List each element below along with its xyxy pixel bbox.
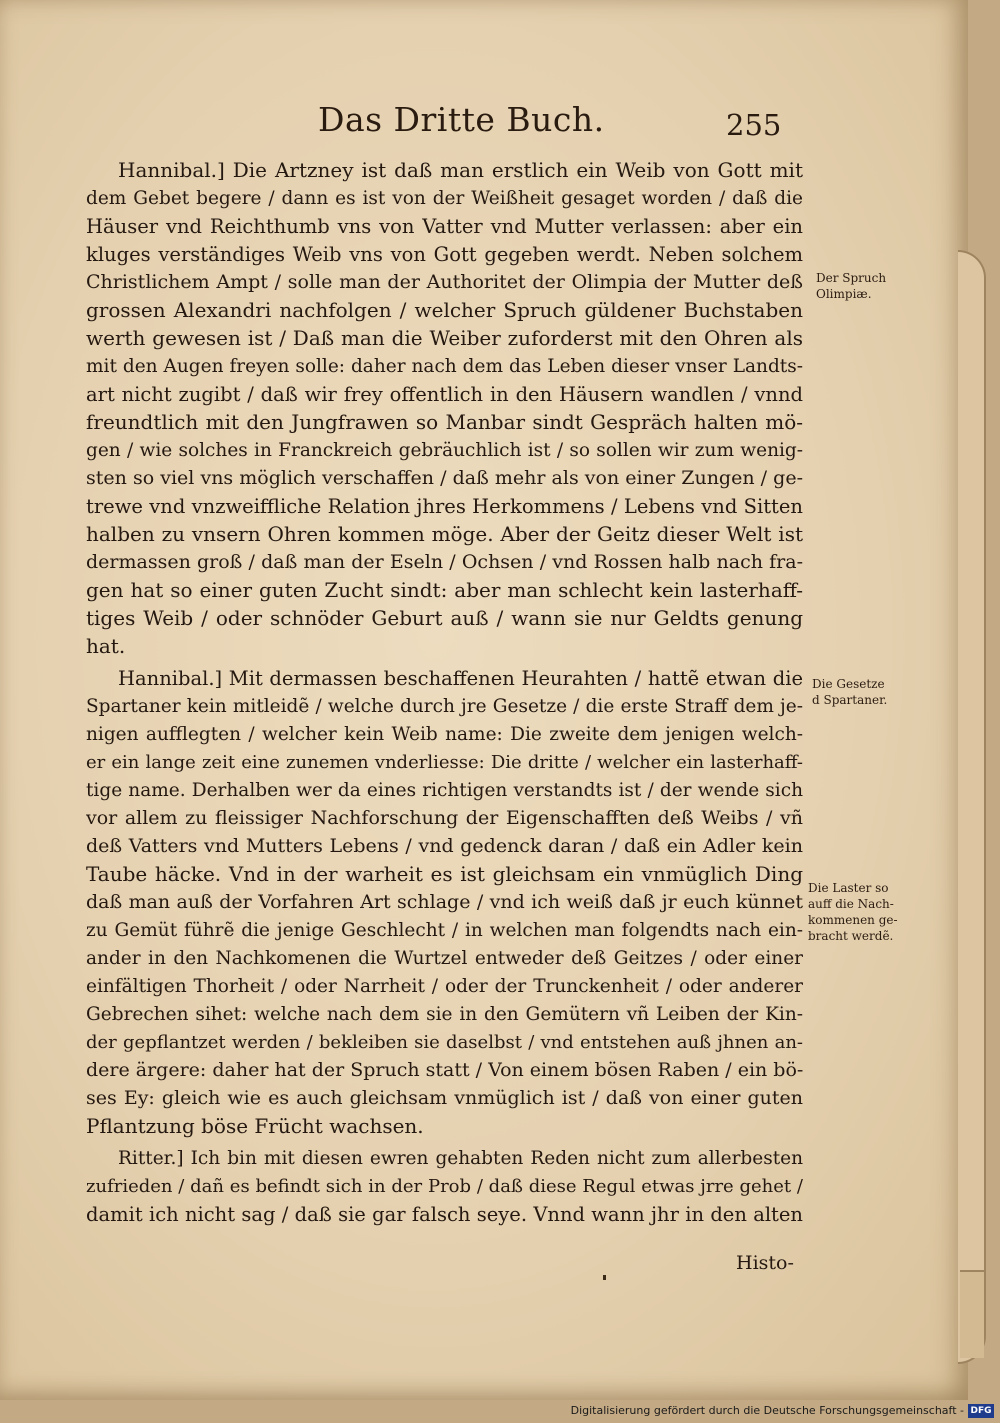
gloss-line: Die Laster so xyxy=(808,881,889,895)
dfg-logo: DFG xyxy=(968,1404,994,1418)
text-line: Ritter.] Ich bin mit diesen ewren gehabten Reden nicht zum allerbesten xyxy=(118,1148,803,1169)
text-line: grossen Alexandri nachfolgen / welcher Spruch güldener Buchstaben xyxy=(86,298,803,322)
page-edge xyxy=(958,250,986,1364)
text-line: Christlichem Ampt / solle man der Authoritet der Olimpia der Mutter deß xyxy=(86,271,803,293)
text-line: Gebrechen sihet: welche nach dem sie in den Gemütern vñ Leiben der Kin- xyxy=(86,1004,803,1025)
text-line: damit ich nicht sag / daß sie gar falsch seye. Vnnd wann jhr in den alten xyxy=(86,1203,803,1226)
text-line: tige name. Derhalben wer da eines richtigen verstandts ist / der wende sich xyxy=(86,780,803,801)
text-line: zu Gemüt führẽ die jenige Geschlecht / in welchen man folgendts nach ein- xyxy=(86,920,803,941)
text-line: vor allem zu fleissiger Nachforschung der Eigenschafften deß Weibs / vñ xyxy=(86,807,803,829)
catchword: Histo- xyxy=(736,1252,794,1274)
text-line: dem Gebet begere / dann es ist von der Weißheit gesaget worden / daß die xyxy=(86,188,803,209)
text-line: sten so viel vns möglich verschaffen / daß mehr als von einer Zungen / ge- xyxy=(86,467,803,489)
text-line: Hannibal.] Die Artzney ist daß man erstlich ein Weib von Gott mit xyxy=(118,158,803,182)
gloss-line: Der Spruch xyxy=(816,271,887,285)
gloss-line: Olimpiæ. xyxy=(816,287,872,301)
text-line: er ein lange zeit eine zunemen vnderliesse: Die dritte / welcher ein lasterhaff- xyxy=(86,752,803,773)
text-line: freundtlich mit den Jungfrawen so Manbar sindt Gespräch halten mö- xyxy=(86,410,803,434)
text-line: dermassen groß / daß man der Eseln / Ochsen / vnd Rossen halb nach fra- xyxy=(86,551,803,573)
text-line: ander in den Nachkomenen die Wurtzel entweder deß Geitzes / oder einer xyxy=(86,948,803,969)
text-line: dere ärgere: daher hat der Spruch statt / Von einem bösen Raben / ein bö- xyxy=(86,1059,803,1081)
text-line: kluges verständiges Weib vns von Gott gegeben werdt. Neben solchem xyxy=(86,243,803,266)
text-line: Hannibal.] Mit dermassen beschaffenen Heurahten / hattẽ etwan die xyxy=(118,667,803,690)
gloss-line: Die Gesetze xyxy=(812,677,885,691)
text-line: halben zu vnsern Ohren kommen möge. Aber der Geitz dieser Welt ist xyxy=(86,522,803,546)
running-head-title: Das Dritte Buch. xyxy=(318,100,605,139)
text-line: der gepflantzet werden / bekleiben sie daselbst / vnd entstehen auß jhnen an- xyxy=(86,1032,803,1053)
text-line: art nicht zugibt / daß wir frey offentlich in den Häusern wandlen / vnnd xyxy=(86,383,803,406)
margin-gloss-laster xyxy=(808,880,898,944)
text-line: gen hat so einer guten Zucht sindt: aber man schlecht kein lasterhaff- xyxy=(86,578,803,602)
text-line: zufrieden / dañ es befindt sich in der Prob / daß diese Regul etwas jrre gehet / xyxy=(86,1176,803,1197)
text-line: tiges Weib / oder schnöder Geburt auß / wann sie nur Geldts genung xyxy=(86,606,803,630)
text-line: Häuser vnd Reichthumb vns von Vatter vnd Mutter verlassen: aber ein xyxy=(86,215,803,238)
gloss-line: auff die Nach- xyxy=(808,897,894,911)
margin-gloss-olimpia xyxy=(816,270,886,302)
signature-mark xyxy=(603,1275,606,1280)
text-line: nigen aufflegten / welcher kein Weib name: Die zweite dem jenigen welch- xyxy=(86,724,803,745)
text-line: hat. xyxy=(86,634,126,658)
text-line: daß man auß der Vorfahren Art schlage / vnd ich weiß daß jr euch künnet xyxy=(86,891,803,913)
text-line: Taube häcke. Vnd in der warheit es ist gleichsam ein vnmüglich Ding xyxy=(86,862,803,886)
text-line: ses Ey: gleich wie es auch gleichsam vnmüglich ist / daß von einer guten xyxy=(86,1087,803,1109)
text-line: einfältigen Thorheit / oder Narrheit / oder der Trunckenheit / oder anderer xyxy=(86,976,803,997)
text-line: deß Vatters vnd Mutters Lebens / vnd gedenck daran / daß ein Adler kein xyxy=(86,835,803,857)
page-number: 255 xyxy=(726,108,782,142)
margin-gloss-spartaner xyxy=(812,676,887,708)
text-line: trewe vnd vnzweiffliche Relation jhres Herkommens / Lebens vnd Sitten xyxy=(86,495,803,518)
text-line: Pflantzung böse Frücht wachsen. xyxy=(86,1114,424,1138)
text-line: Spartaner kein mitleidẽ / welche durch jre Gesetze / die erste Straff dem je- xyxy=(86,696,803,717)
funding-credit: Digitalisierung gefördert durch die Deutsche Forschungsgemeinschaft - xyxy=(570,1404,964,1417)
gloss-line: kommenen ge- xyxy=(808,913,898,927)
text-line: werth gewesen ist / Daß man die Weiber zuforderst mit den Ohren als xyxy=(86,326,803,350)
text-line: mit den Augen freyen solle: daher nach dem das Leben dieser vnser Landts- xyxy=(86,356,803,377)
gloss-line: d Spartaner. xyxy=(812,693,888,707)
footer-bar xyxy=(0,1400,1000,1423)
page-edge-notch xyxy=(960,1270,984,1358)
gloss-line: bracht werdẽ. xyxy=(808,929,894,943)
text-line: gen / wie solches in Franckreich gebräuchlich ist / so sollen wir zum wenig- xyxy=(86,440,803,461)
